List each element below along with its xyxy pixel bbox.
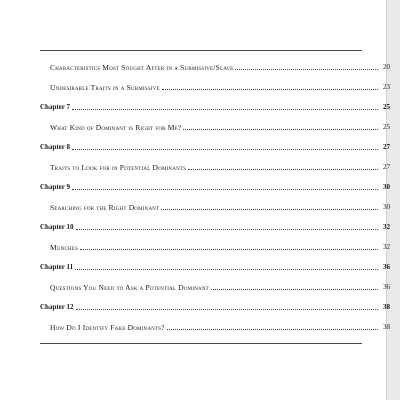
toc-entry-chapter-8[interactable] — [40, 138, 390, 152]
toc-chapter-label: Chapter 10 — [40, 223, 74, 231]
toc-entry-chapter-10[interactable] — [40, 218, 390, 232]
toc-chapter-label: Chapter 12 — [40, 303, 74, 311]
toc-page-number: 30 — [383, 203, 390, 211]
dot-leader — [211, 289, 378, 290]
toc-page-number: 25 — [383, 123, 390, 131]
toc-entry-label: Characteristics Most Sought After in a Submissive/Slave — [50, 63, 234, 72]
toc-entry-label: What Kind of Dominant is Right for Me? — [50, 123, 182, 132]
toc-page-number: 36 — [383, 263, 390, 271]
toc-chapter-label: Chapter 8 — [40, 143, 71, 151]
toc-page-number: 27 — [383, 143, 390, 151]
toc-page-number: 32 — [383, 243, 390, 251]
toc-entry-chapter-7[interactable] — [40, 98, 390, 112]
dot-leader — [76, 229, 378, 230]
toc-page-number: 36 — [383, 283, 390, 291]
toc-chapter-label: Chapter 9 — [40, 183, 71, 191]
bottom-divider — [40, 343, 362, 344]
dot-leader — [162, 89, 378, 90]
dot-leader — [72, 189, 378, 190]
toc-entry-undesirable-traits[interactable] — [40, 78, 390, 92]
toc-page-number: 27 — [383, 163, 390, 171]
dot-leader — [80, 249, 378, 250]
dot-leader — [76, 309, 378, 310]
toc-entry-label: How Do I Identify Fake Dominants? — [50, 323, 165, 332]
toc-entry-munches[interactable] — [40, 238, 390, 252]
toc-page-number: 30 — [383, 183, 390, 191]
dot-leader — [72, 149, 378, 150]
toc-page-number: 25 — [383, 103, 390, 111]
toc-entry-label: Searching for the Right Dominant — [50, 203, 160, 212]
toc-entry-label: Undesirable Traits in a Submissive — [50, 83, 160, 92]
dot-leader — [167, 329, 378, 330]
toc-chapter-label: Chapter 11 — [40, 263, 74, 271]
toc-entry-chapter-9[interactable] — [40, 178, 390, 192]
toc-entry-searching-for-dominant[interactable] — [40, 198, 390, 212]
toc-entry-chapter-12[interactable] — [40, 298, 390, 312]
dot-leader — [183, 129, 378, 130]
toc-page-number: 32 — [383, 223, 390, 231]
dot-leader — [72, 109, 378, 110]
toc-entry-fake-dominants[interactable] — [40, 318, 390, 332]
toc-page-number: 23 — [383, 83, 390, 91]
toc-entry-chapter-11[interactable] — [40, 258, 390, 272]
top-divider — [40, 50, 362, 51]
dot-leader — [235, 69, 378, 70]
toc-entry-characteristics[interactable] — [40, 58, 390, 72]
dot-leader — [188, 169, 378, 170]
toc-entry-label: Traits to Look for in Potential Dominants — [50, 163, 187, 172]
toc-page-number: 38 — [383, 303, 390, 311]
dot-leader — [75, 269, 378, 270]
toc-entry-questions-to-ask[interactable] — [40, 278, 390, 292]
toc-chapter-label: Chapter 7 — [40, 103, 71, 111]
toc-entry-label: Questions You Need to Ask a Potential Dominant — [50, 283, 209, 292]
toc-page-number: 20 — [383, 63, 390, 71]
dot-leader — [161, 209, 378, 210]
toc-entry-what-kind-of-dominant[interactable] — [40, 118, 390, 132]
toc-entry-label: Munches — [50, 243, 79, 252]
toc-page-number: 38 — [383, 323, 390, 331]
toc-entry-traits-to-look-for[interactable] — [40, 158, 390, 172]
